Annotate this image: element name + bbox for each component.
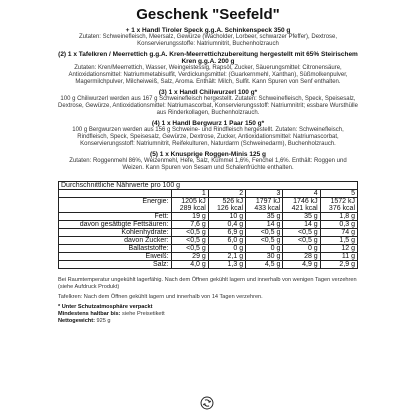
product-heading: (3) 1 x Handl Chiliwurzerl 100 g* [158,89,258,96]
table-cell: 1797 kJ 433 kcal [246,198,283,213]
table-cell: 35 g [246,213,283,221]
table-cell: 7,6 g [171,221,208,229]
table-row [59,190,358,198]
table-cell: 19 g [171,213,208,221]
ingredient-sections [58,27,358,175]
product-section [58,27,358,48]
ingredient-text: Zutaten: Roggenmehl 86%, Weizenmehl, Hefe, Salz, Kümmel 1,6%, Fenchel 1,6%. Enthält: Roggen und Weizen. Kann Spuren von Sesam und Schalenfrüchte enthalten. [69,158,347,171]
table-row [59,261,358,269]
row-label: davon Zucker: [59,237,172,245]
table-cell: 0 g [208,245,245,253]
mhd-value: siehe Preisetikett [122,311,165,317]
table-row [59,253,358,261]
table-cell: 2,9 g [320,261,357,269]
table-cell: 1746 kJ 421 kcal [283,198,320,213]
product-sheet [58,6,358,325]
page-title: Geschenk "Seefeld" [136,6,280,23]
product-heading: + 1 x Handl Tiroler Speck g.g.A. Schinkenspeck 350 g [125,27,291,34]
table-cell: 14 g [283,221,320,229]
row-label: Energie: [59,198,172,213]
weight-label: Nettogewicht: [58,318,95,324]
table-cell: 2,1 g [208,253,245,261]
ingredient-text: Zutaten: Kren/Meerrettich, Wasser, Weingeistessig, Rapsöl, Zucker, Säuerungsmittel: Citronensäure, Antioxidationsmittel: Natriummetabisulfit, Verdickungsmittel: (Guarkernmehl, Xanthan), Süßmolkenpulver, Magermilchpulver, Milcheiweiß, Salz, Aroma. Enthält: Milch, Sulfit. Kann Spuren von Senf enthalten. [68,65,348,85]
table-cell [59,190,172,198]
row-label: Salz: [59,261,172,269]
table-cell: 28 g [283,253,320,261]
table-cell: 12 g [320,245,357,253]
table-cell: 1,8 g [320,213,357,221]
table-cell: 11 g [320,253,357,261]
weight-line [58,318,358,325]
product-section [58,89,358,117]
table-cell: <0,5 g [283,237,320,245]
product-section [58,151,358,172]
table-cell: <0,5 g [171,229,208,237]
table-row [59,237,358,245]
table-cell: 1205 kJ 289 kcal [171,198,208,213]
table-cell: 0,4 g [208,221,245,229]
mhd-label: Mindestens haltbar bis: [58,311,121,317]
column-header: 5 [320,190,357,198]
table-cell: <0,5 g [171,245,208,253]
table-cell: 30 g [246,253,283,261]
table-cell: 1572 kJ 376 kcal [320,198,357,213]
table-cell: 4,5 g [246,261,283,269]
product-section [58,120,358,148]
table-cell: <0,5 g [171,237,208,245]
table-cell: 4,0 g [171,261,208,269]
storage-note: Bei Raumtemperatur ungekühlt lagerfähig. Nach dem Öffnen gekühlt lagern und innerhalb von wenigen Tagen verzehren (siehe Aufdruck Produkt) [58,277,357,290]
nutrition-caption: Durchschnittliche Nährwerte pro 100 g [59,182,358,190]
row-label: Kohlenhydrate: [59,229,172,237]
table-cell: <0,5 g [246,237,283,245]
column-header: 1 [171,190,208,198]
product-heading: (5) 1 x Knusprige Roggen-Minis 125 g [150,151,266,158]
product-heading: (4) 1 x Handl Bergwurz 1 Paar 150 g* [151,120,265,127]
recycling-icon [200,396,214,410]
packaging-note: * Unter Schutzatmosphäre verpackt [58,304,153,310]
table-row [59,245,358,253]
table-cell: 10 g [208,213,245,221]
product-heading: (2) 1 x Tafelkren / Meerrettich g.g.A. Kren-Meerrettichzubereitung hergestellt mit 65% Steirischem Kren g.g.A. 200 g [58,51,358,65]
table-cell: 6,0 g [208,237,245,245]
column-header: 2 [208,190,245,198]
column-header: 4 [283,190,320,198]
table-row [59,221,358,229]
table-row [59,198,358,213]
row-label: Eiweiß: [59,253,172,261]
table-cell: 29 g [171,253,208,261]
column-header: 3 [246,190,283,198]
table-cell: 0 g [283,245,320,253]
footer [58,277,358,325]
table-cell: 4,9 g [283,261,320,269]
table-cell: 6,9 g [208,229,245,237]
table-cell: 1,3 g [208,261,245,269]
table-cell: <0,5 g [246,229,283,237]
table-cell: <0,5 g [283,229,320,237]
table-cell: 35 g [283,213,320,221]
table-row [59,213,358,221]
row-label: Ballaststoffe: [59,245,172,253]
table-cell: 0 g [246,245,283,253]
table-row [59,229,358,237]
ingredient-text: Zutaten: Schweinefleisch, Meersalz, Gewürze (Wacholder, Lorbeer, schwarzer Pfeffer), Dextrose, Konservierungsstoffe: Natriumnitrit, Buchenholzrauch [78,34,338,47]
product-section [58,51,358,86]
table-cell: 74 g [320,229,357,237]
row-label: davon gesättigte Fettsäuren: [59,221,172,229]
kren-note: Tafelkren: Nach dem Öffnen gekühlt lagern und innerhalb von 14 Tagen verzehren. [58,294,263,300]
ingredient-text: 100 g Bergwurzen werden aus 156 g Schweine- und Rindfleisch hergestellt. Zutaten: Schweinefleisch, Rindfleisch, Speck, Speisesalz, Gewürze, Dextrose, Zucker, Antioxidationsmittel: Natriumascorbat, Konservierungsstoff: Natriumnitrit, Reifekulturen, Naturdarm (Schweinedarm), Buchenholzrauch. [72,127,344,147]
nutrition-table [58,181,358,269]
row-label: Fett: [59,213,172,221]
mhd-line [58,311,358,318]
table-cell: 526 kJ 126 kcal [208,198,245,213]
table-cell: 14 g [246,221,283,229]
table-cell: 0,3 g [320,221,357,229]
ingredient-text: 100 g Chiliwurzerl werden aus 167 g Schweinefleisch hergestellt. Zutaten: Schweinefleisch, Speck, Speisesalz, Dextrose, Gewürze, Antioxidationsmittel: Natriumascorbat, Konservierungsstoff: Natriumnitrit; essbare Wursthülle aus Rinderkollagen, Buchenholzrauch. [58,96,358,116]
table-cell: 1,5 g [320,237,357,245]
weight-value: 925 g [96,318,111,324]
